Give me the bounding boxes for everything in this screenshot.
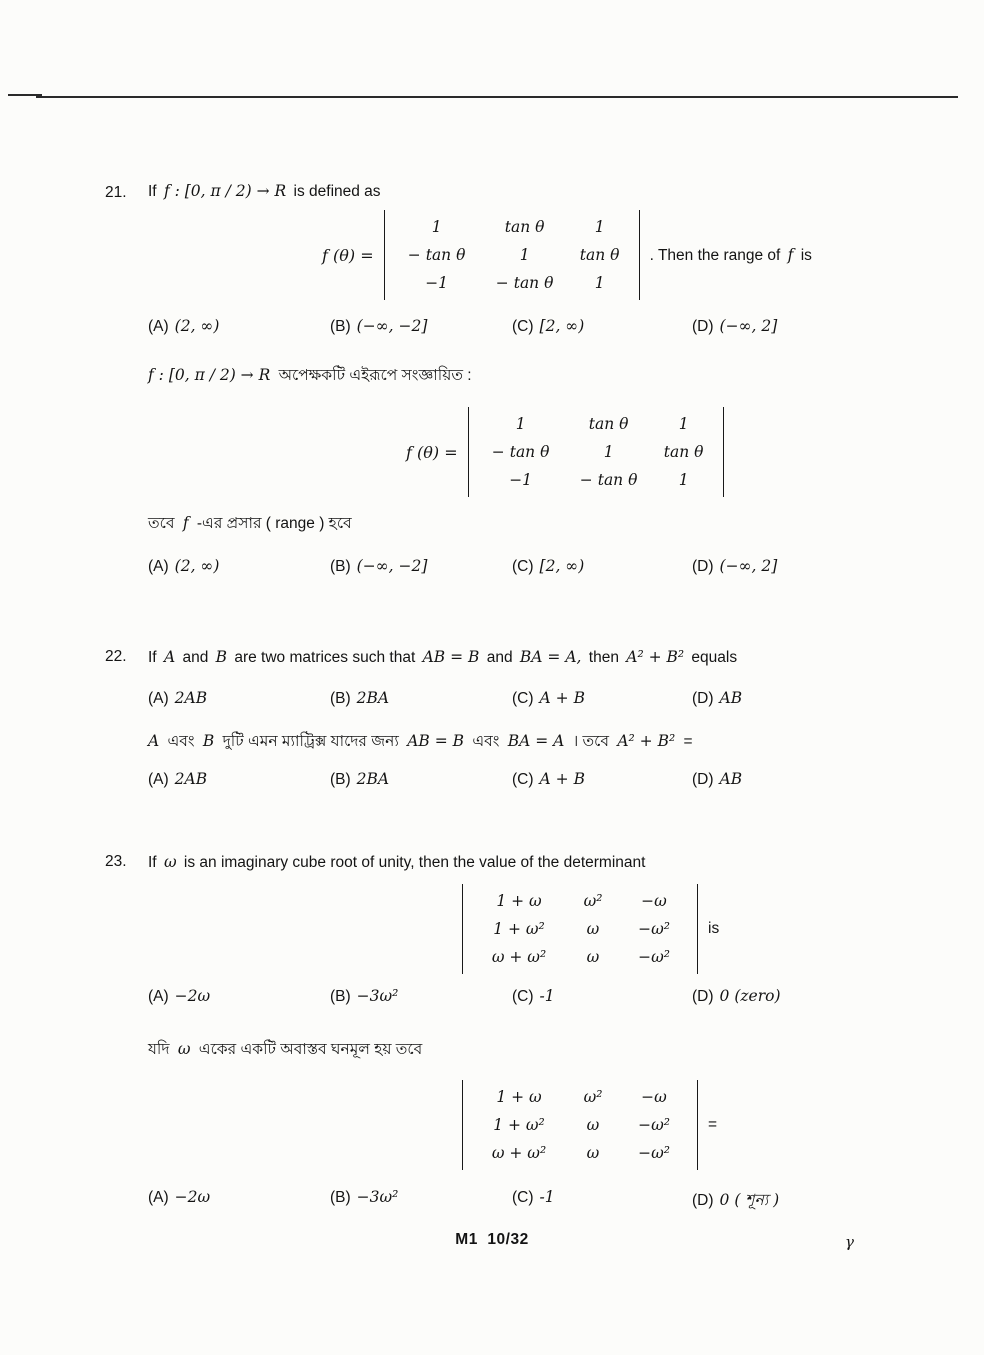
option-b (330, 689, 389, 708)
q21-bn-range-post: -এর প্রসার ( range ) হবে (196, 515, 352, 532)
matrix-cell: tan θ (579, 246, 620, 264)
matrix-cell: −ω² (638, 1116, 670, 1134)
option-b (330, 557, 427, 576)
q21-det-prefix: f (θ) = (322, 245, 374, 265)
option-label: (A) (148, 1189, 169, 1206)
q22-stem-text: and (182, 649, 209, 666)
matrix-cell: −ω² (638, 920, 670, 938)
q21-determinant-en (322, 210, 815, 300)
option-label: (D) (692, 558, 714, 575)
q23-options-en (148, 987, 968, 1013)
q21-det2-prefix: f (θ) = (406, 442, 458, 462)
matrix-cell: 1 + ω² (493, 920, 545, 938)
option-c (512, 317, 584, 336)
q23-determinant-en (462, 884, 722, 974)
q22-bn-var-b: B (202, 732, 215, 750)
option-b (330, 1188, 398, 1207)
q21-stem-math: f : [0, π / 2) → R (163, 182, 287, 200)
option-value: 0 (zero) (719, 987, 781, 1005)
q23-omega: ω (163, 853, 177, 871)
option-a (148, 557, 219, 576)
option-label: (A) (148, 558, 169, 575)
q23-bn-text: একের একটি অবাস্তব ঘনমূল হয় তবে (198, 1041, 423, 1058)
option-label: (D) (692, 988, 714, 1005)
q21-options-bn (148, 557, 968, 583)
option-label: (C) (512, 558, 534, 575)
matrix-cell: 1 (678, 471, 689, 489)
option-d (692, 770, 742, 789)
matrix-cell: 1 + ω (496, 892, 542, 910)
q21-bn-range-math: f (182, 514, 189, 532)
matrix-cell: −ω² (638, 948, 670, 966)
q22-stem-text: If (148, 649, 157, 666)
option-label: (C) (512, 318, 534, 335)
matrix-cell: − tan θ (407, 246, 466, 264)
q22-stem-text: equals (691, 649, 738, 666)
q21-bengali-intro (148, 363, 476, 389)
matrix-cell: ω (586, 948, 600, 966)
option-value: 2AB (174, 770, 208, 788)
matrix-cell: 1 (594, 274, 605, 292)
option-a (148, 689, 207, 708)
q21-determinant-bn (406, 407, 724, 497)
q23-stem-pre: If (148, 854, 157, 871)
option-label: (D) (692, 1192, 714, 1209)
q22-bn-text: এবং (167, 733, 195, 750)
option-label: (A) (148, 988, 169, 1005)
matrix-cell: ω² (583, 1088, 603, 1106)
q22-stem-en (148, 648, 740, 667)
matrix-cell: − tan θ (491, 443, 550, 461)
q22-stem-text: are two matrices such that (234, 649, 416, 666)
option-value: -1 (539, 1188, 555, 1206)
q22-var-b: B (215, 648, 228, 666)
matrix-cell: ω (586, 1116, 600, 1134)
option-c (512, 1188, 555, 1207)
q21-det-suffix-post: is (800, 246, 812, 264)
option-value: -1 (539, 987, 555, 1005)
q22-bengali-stem (148, 729, 697, 755)
page-footer: M1 10/32 (455, 1231, 529, 1248)
option-d (692, 557, 777, 576)
q21-number: 21. (105, 184, 127, 201)
option-value: (−∞, −2] (356, 557, 428, 575)
matrix-cell: 1 (678, 415, 689, 433)
option-d (692, 317, 777, 336)
option-value: A + B (539, 689, 585, 707)
q23-det2-suffix (708, 1116, 720, 1134)
q23-bengali-stem (148, 1037, 426, 1063)
matrix-cell: 1 + ω (496, 1088, 542, 1106)
q22-stem-text: and (486, 649, 513, 666)
option-value: 2BA (356, 689, 390, 707)
matrix-cell: 1 (515, 415, 526, 433)
option-value: −3ω² (356, 987, 399, 1005)
option-a (148, 987, 210, 1006)
matrix-cell: − tan θ (579, 471, 638, 489)
matrix-cell: ω + ω² (491, 948, 547, 966)
option-value: A + B (539, 770, 585, 788)
option-label: (D) (692, 771, 714, 788)
determinant-matrix (384, 210, 640, 300)
option-d (692, 689, 742, 708)
matrix-cell: −1 (425, 274, 449, 292)
determinant-matrix (462, 1080, 698, 1170)
option-label: (B) (330, 1189, 351, 1206)
option-a (148, 317, 219, 336)
option-c (512, 689, 585, 708)
matrix-cell: −ω (641, 1088, 667, 1106)
matrix-cell: tan θ (504, 218, 545, 236)
option-a (148, 770, 207, 789)
option-c (512, 557, 584, 576)
q22-bn-eq-ab: AB = B (407, 732, 465, 750)
q21-stem-en (148, 182, 384, 201)
option-label: (A) (148, 318, 169, 335)
option-value: (−∞, 2] (719, 557, 778, 575)
option-label: (C) (512, 988, 534, 1005)
option-value: [2, ∞) (539, 557, 585, 575)
top-rule (36, 96, 958, 98)
q22-bn-var-a: A (148, 732, 160, 750)
q23-det-suffix (708, 920, 722, 938)
option-label: (C) (512, 771, 534, 788)
q22-eq-ba: BA = A, (519, 648, 582, 666)
q22-bn-text: এবং (472, 733, 500, 750)
matrix-cell: 1 + ω² (493, 1116, 545, 1134)
q23-bn-omega: ω (177, 1040, 191, 1058)
matrix-cell: −ω² (638, 1144, 670, 1162)
option-d (692, 987, 781, 1006)
matrix-cell: − tan θ (495, 274, 554, 292)
q21-bn-range-pre: তবে (148, 515, 175, 532)
option-label: (D) (692, 318, 714, 335)
q21-det-suffix-math: f (787, 245, 794, 264)
matrix-cell: −1 (509, 471, 533, 489)
q22-bn-text: । তবে (572, 733, 610, 750)
q23-determinant-bn (462, 1080, 720, 1170)
q23-det-suffix-text: is (708, 920, 720, 937)
option-value: (2, ∞) (174, 317, 220, 335)
option-label: (C) (512, 690, 534, 707)
q21-det-suffix-pre: . Then the range of (649, 246, 781, 264)
option-c (512, 987, 555, 1006)
option-c (512, 770, 585, 789)
q21-bengali-range (148, 511, 356, 537)
q22-number: 22. (105, 648, 127, 665)
q22-options-en (148, 689, 968, 715)
q23-options-bn (148, 1188, 968, 1214)
q23-stem-en (148, 853, 648, 872)
option-value: AB (719, 770, 743, 788)
matrix-cell: ω (586, 920, 600, 938)
option-label: (B) (330, 318, 351, 335)
matrix-cell: tan θ (588, 415, 629, 433)
matrix-cell: ω (586, 1144, 600, 1162)
option-label: (A) (148, 771, 169, 788)
set-code-gamma: γ (845, 1233, 854, 1251)
option-value: −2ω (174, 987, 211, 1005)
q22-expr-squares: A² + B² (626, 648, 685, 666)
matrix-cell: −ω (641, 892, 667, 910)
q21-stem-pre: If (148, 183, 157, 200)
matrix-cell: tan θ (663, 443, 704, 461)
q22-bn-equals: = (683, 733, 693, 750)
q23-bn-text: যদি (148, 1041, 170, 1058)
option-value: [2, ∞) (539, 317, 585, 335)
option-label: (B) (330, 988, 351, 1005)
q21-bn-intro-text: অপেক্ষকটি এইরূপে সংজ্ঞায়িত : (278, 367, 472, 384)
option-label: (B) (330, 771, 351, 788)
q22-bn-expr-squares: A² + B² (617, 732, 676, 750)
option-value: (−∞, 2] (719, 317, 778, 335)
matrix-cell: ω + ω² (491, 1144, 547, 1162)
q21-bn-intro-math: f : [0, π / 2) → R (148, 366, 271, 384)
option-value: −2ω (174, 1188, 211, 1206)
q23-number: 23. (105, 853, 127, 870)
matrix-cell: 1 (603, 443, 614, 461)
q22-stem-text: then (588, 649, 619, 666)
q21-stem-post: is defined as (293, 183, 381, 200)
q23-stem-post: is an imaginary cube root of unity, then the value of the determinant (183, 854, 646, 871)
q22-options-bn (148, 770, 968, 796)
option-b (330, 317, 427, 336)
option-b (330, 987, 398, 1006)
q21-det-suffix (650, 246, 815, 265)
option-value: −3ω² (356, 1188, 399, 1206)
option-value: 2AB (174, 689, 208, 707)
option-label: (A) (148, 690, 169, 707)
option-b (330, 770, 389, 789)
determinant-matrix (462, 884, 698, 974)
option-label: (B) (330, 690, 351, 707)
option-value: (−∞, −2] (356, 317, 428, 335)
option-value: 0 ( শূন্য ) (719, 1191, 780, 1209)
option-value: AB (719, 689, 743, 707)
matrix-cell: 1 (594, 218, 605, 236)
option-label: (C) (512, 1189, 534, 1206)
q22-bn-eq-ba: BA = A (507, 732, 565, 750)
determinant-matrix (468, 407, 724, 497)
option-d (692, 1188, 779, 1214)
option-value: (2, ∞) (174, 557, 220, 575)
option-label: (B) (330, 558, 351, 575)
option-a (148, 1188, 210, 1207)
option-label: (D) (692, 690, 714, 707)
q22-var-a: A (163, 648, 176, 666)
matrix-cell: 1 (431, 218, 442, 236)
matrix-cell: ω² (583, 892, 603, 910)
matrix-cell: 1 (519, 246, 530, 264)
q21-options-en (148, 317, 968, 343)
q22-bn-text: দুটি এমন ম্যাট্রিক্স যাদের জন্য (222, 733, 399, 750)
q22-eq-ab: AB = B (422, 648, 480, 666)
q23-det2-equals: = (708, 1116, 718, 1133)
option-value: 2BA (356, 770, 390, 788)
